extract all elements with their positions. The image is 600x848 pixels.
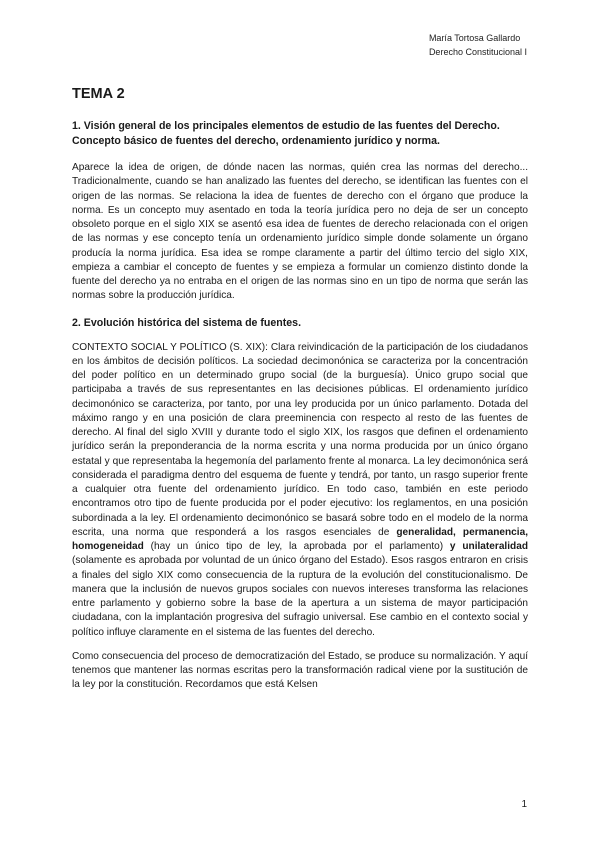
paragraph-text: (hay un único tipo de ley, la aprobada por el parlamento) xyxy=(143,541,450,552)
section-2-heading: 2. Evolución histórica del sistema de fuentes. xyxy=(72,316,302,329)
header-author: María Tortosa Gallardo xyxy=(428,33,521,43)
document-title: TEMA 2 xyxy=(72,86,125,102)
section-1-heading: 1. Visión general de los principales elementos de estudio de las fuentes del Derecho. Concepto básico de fuentes del derecho, ordenamiento jurídico y norma. xyxy=(72,120,500,147)
bold-text: y unilateralidad xyxy=(449,541,528,552)
header-course: Derecho Constitucional I xyxy=(428,47,527,57)
page-content xyxy=(72,86,528,705)
section-2-paragraph-1 xyxy=(72,341,528,640)
bold-text: generalidad, permanencia, homogeneidad xyxy=(72,526,529,552)
page-number: 1 xyxy=(521,799,527,810)
section-2-paragraph-2: Como consecuencia del proceso de democratización del Estado, se produce su normalización. Y aquí tenemos que mantener las normas escritas pero la transformación radical viene por la sustitución de la ley por la constitución. Recordamos que está Kelsen xyxy=(72,650,528,691)
section-1-paragraph: Aparece la idea de origen, de dónde nacen las normas, quién crea las normas del derecho... Tradicionalmente, cuando se han analizado las fuentes del derecho, se identifican las fuentes con el origen de las normas. Se relaciona la idea de fuentes de derecho con el órgano que produce la norma. Es un concepto muy asentado en toda la teoría jurídica pero no deja de ser un concepto obsoleto porque en el siglo XIX se asentó esa idea de fuentes de derecho relacionada con el origen de las normas y ese concepto tenía un ordenamiento jurídico simple donde solamente un órgano producía la norma jurídica. Esa idea se rompe claramente a partir del último tercio del siglo XIX, empieza a cambiar el concepto de fuentes y se empieza a formular un comienzo distinto donde la fuente del derecho ya no entraba en el origen de las normas sino en un tipo de norma que serán las normas sobre la producción jurídica. xyxy=(72,162,528,302)
paragraph-text: CONTEXTO SOCIAL Y POLÍTICO (S. XIX): Clara reivindicación de la participación de los ciudadanos en los ámbitos de decisión políticos. La sociedad decimonónica se caracteriza por la concentración del poder político en un determinado grupo social (de la burguesía). Único grupo social que participaba a través de sus representantes en las decisiones públicas. El ordenamiento jurídico decimonónico se caracteriza, por tanto, por una ley producida por un único parlamento. Dotada del máximo rango y en una posición de clara preeminencia con respecto al resto de las fuentes de derecho. Al final del siglo XVIII y durante todo el siglo XIX, los rasgos que definen el ordenamiento jurídico serán la preponderancia de la norma escrita y una norma producida por un único órgano estatal y que representaba la hegemonía del parlamento frente al monarca. La ley decimonónica será considerada el paradigma dentro del esquema de fuente y tendrá, por tanto, un rasgo superior frente a cualquier otra fuente del ordenamiento jurídico. En todo caso, también en este periodo encontramos otro tipo de fuente producida por el poder ejecutivo: los reglamentos, en una posición subordinada a la ley. El ordenamiento decimonónico se basará sobre todo en el modelo de la norma escrita, una norma que responderá a los rasgos esenciales de xyxy=(72,341,528,538)
page-header xyxy=(429,31,527,59)
paragraph-text: (solamente es aprobada por voluntad de un único órgano del Estado). Esos rasgos entraron en crisis a finales del siglo XIX como consecuencia de la ruptura de la evolución del constitucionalismo. De manera que la inclusión de nuevos grupos sociales con nuevos intereses transforma las relaciones entre parlamento y gobierno sobre la base de la apertura a un sistema de mayor participación ciudadana, con la implantación progresiva del sufragio universal. Ese cambio en el contexto social y político influye claramente en el sistema de las fuentes del derecho. xyxy=(72,555,528,638)
